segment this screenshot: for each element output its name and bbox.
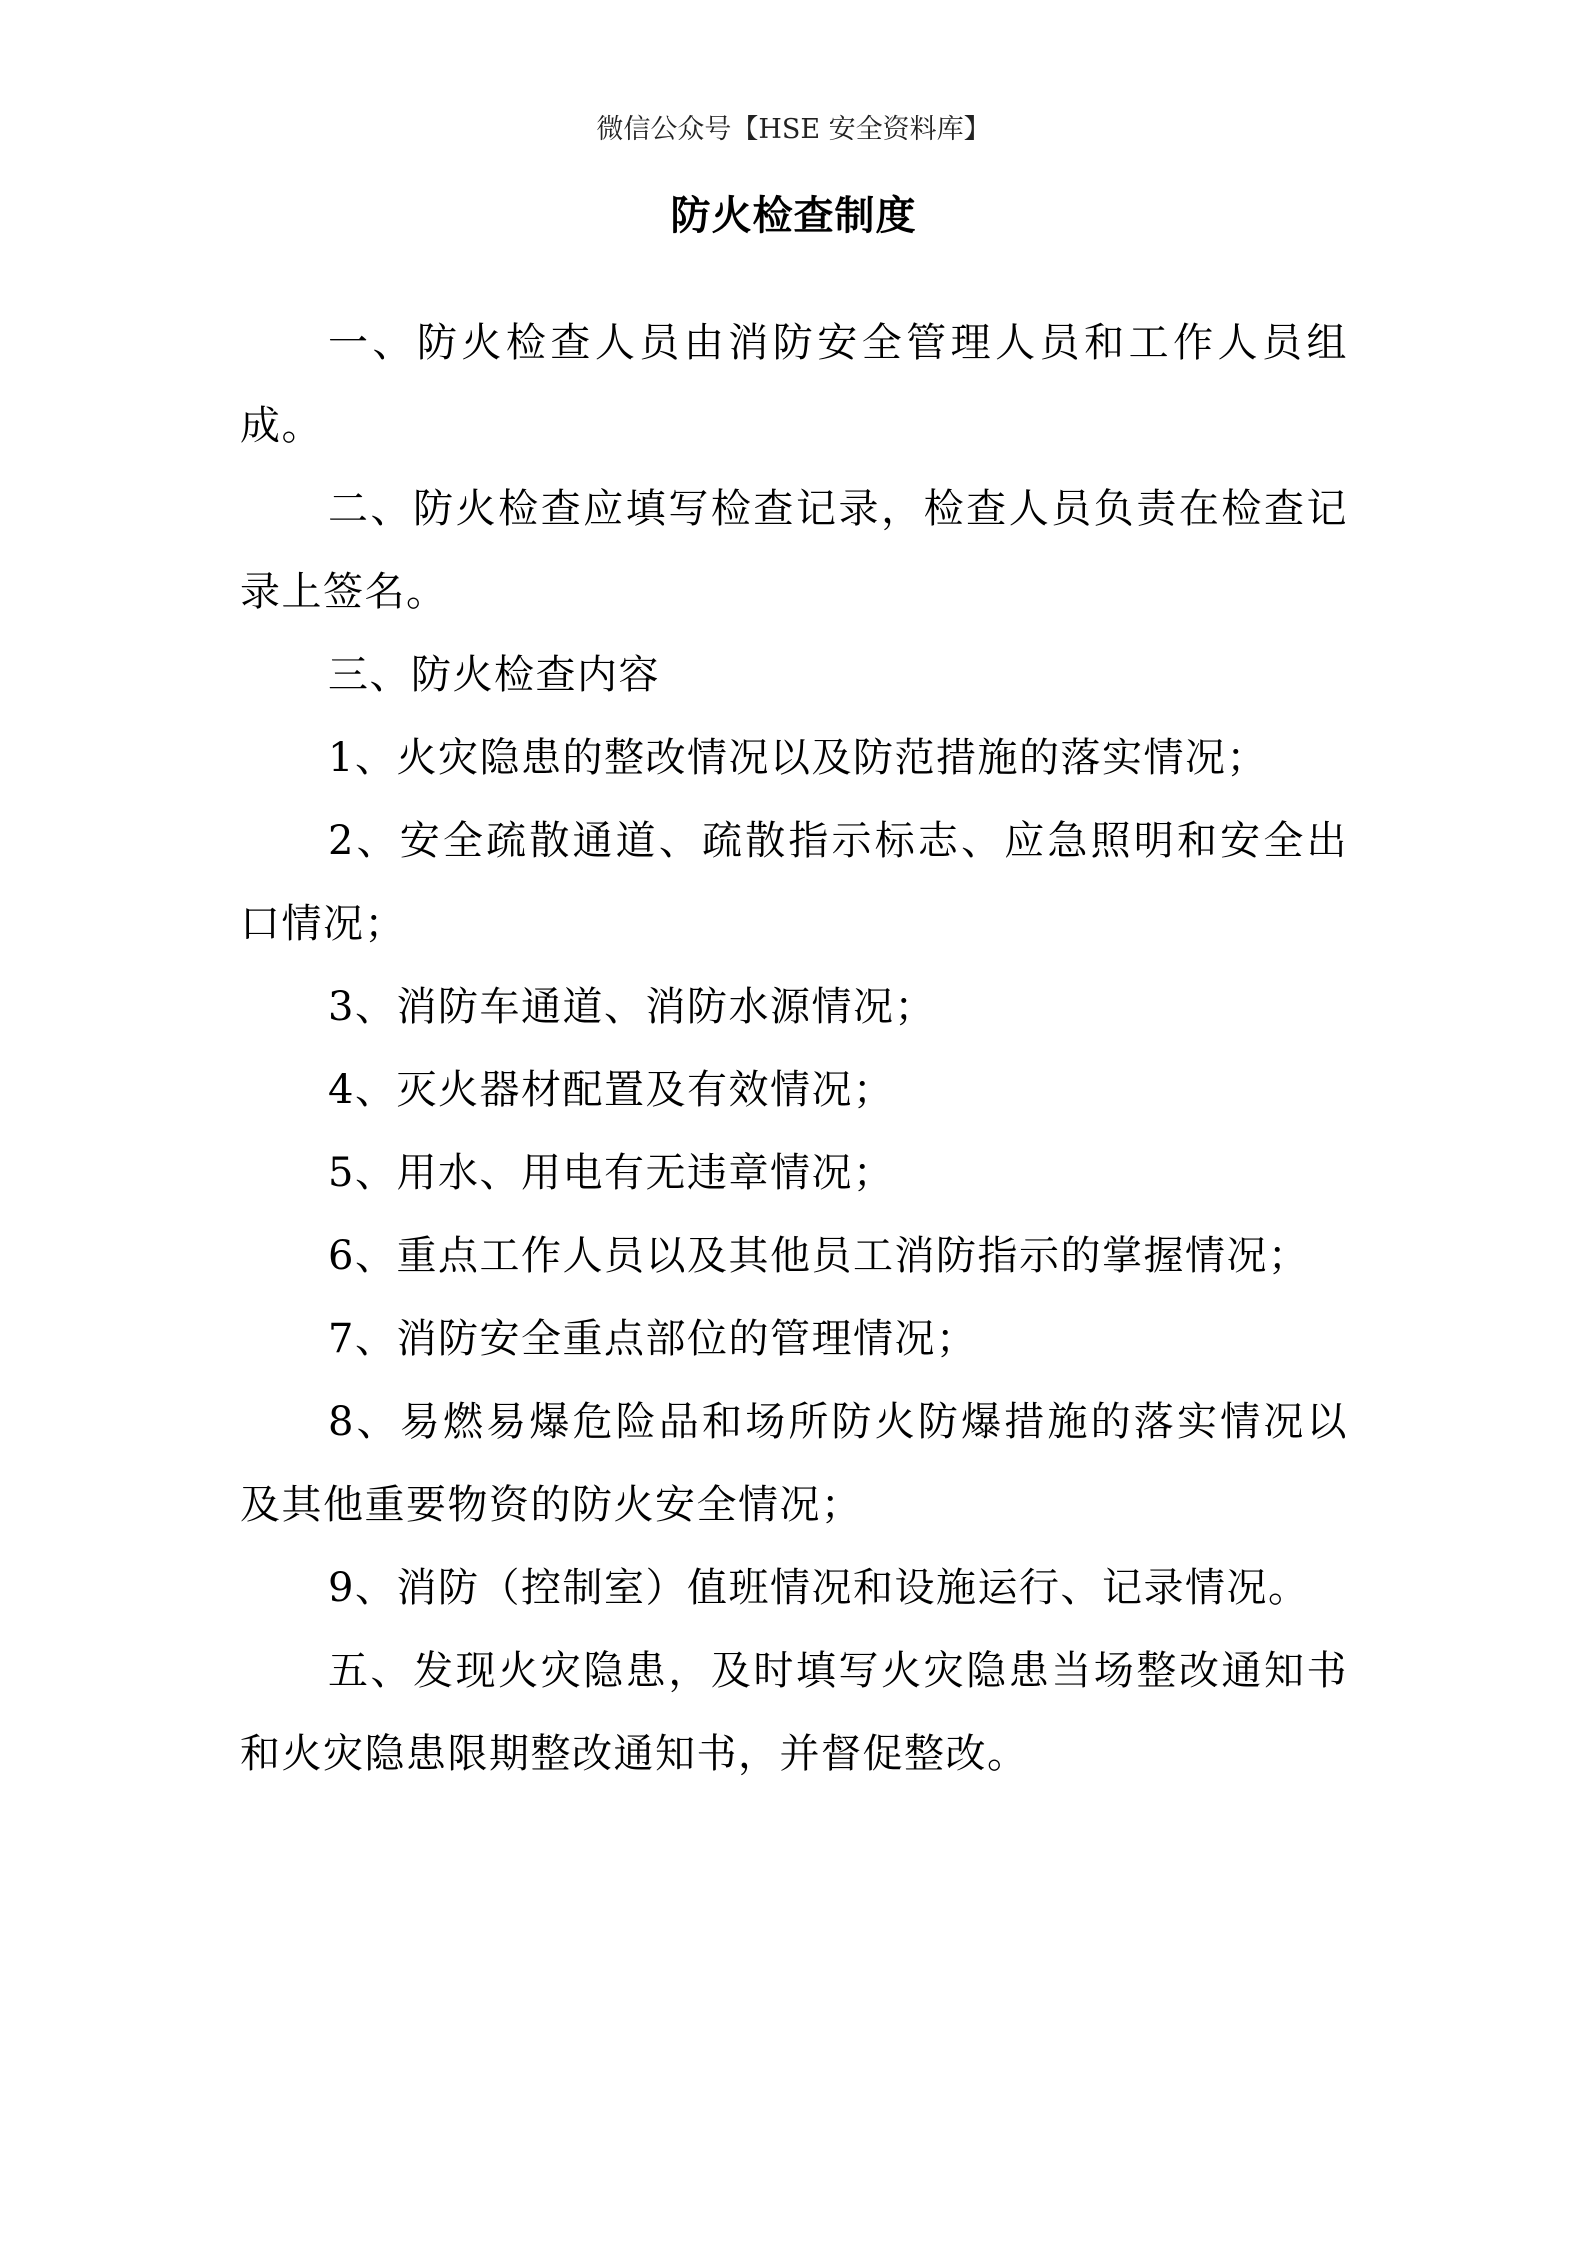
list-item-2: 2、安全疏散通道、疏散指示标志、应急照明和安全出口情况； bbox=[240, 818, 1348, 947]
header-note: 微信公众号【HSE 安全资料库】 bbox=[596, 114, 991, 145]
list-item-8: 8、易燃易爆危险品和场所防火防爆措施的落实情况以及其他重要物资的防火安全情况； bbox=[240, 1399, 1348, 1528]
paragraph-2: 二、防火检查应填写检查记录，检查人员负责在检查记录上签名。 bbox=[240, 486, 1348, 615]
document-body bbox=[240, 302, 1348, 1796]
paragraph-1: 一、防火检查人员由消防安全管理人员和工作人员组成。 bbox=[240, 320, 1348, 449]
list-item-9: 9、消防（控制室）值班情况和设施运行、记录情况。 bbox=[328, 1565, 1310, 1611]
list-item-7: 7、消防安全重点部位的管理情况； bbox=[328, 1316, 978, 1362]
paragraph-5: 五、发现火灾隐患，及时填写火灾隐患当场整改通知书和火灾隐患限期整改通知书，并督促整改。 bbox=[240, 1648, 1348, 1777]
list-item-3: 3、消防车通道、消防水源情况； bbox=[328, 984, 936, 1030]
list-item-6: 6、重点工作人员以及其他员工消防指示的掌握情况； bbox=[328, 1233, 1310, 1279]
list-item-4: 4、灭火器材配置及有效情况； bbox=[328, 1067, 895, 1113]
list-item-5: 5、用水、用电有无违章情况； bbox=[328, 1150, 895, 1196]
list-item-1: 1、火灾隐患的整改情况以及防范措施的落实情况； bbox=[328, 735, 1268, 781]
page-title: 防火检查制度 bbox=[670, 193, 917, 239]
paragraph-3: 三、防火检查内容 bbox=[328, 652, 660, 698]
